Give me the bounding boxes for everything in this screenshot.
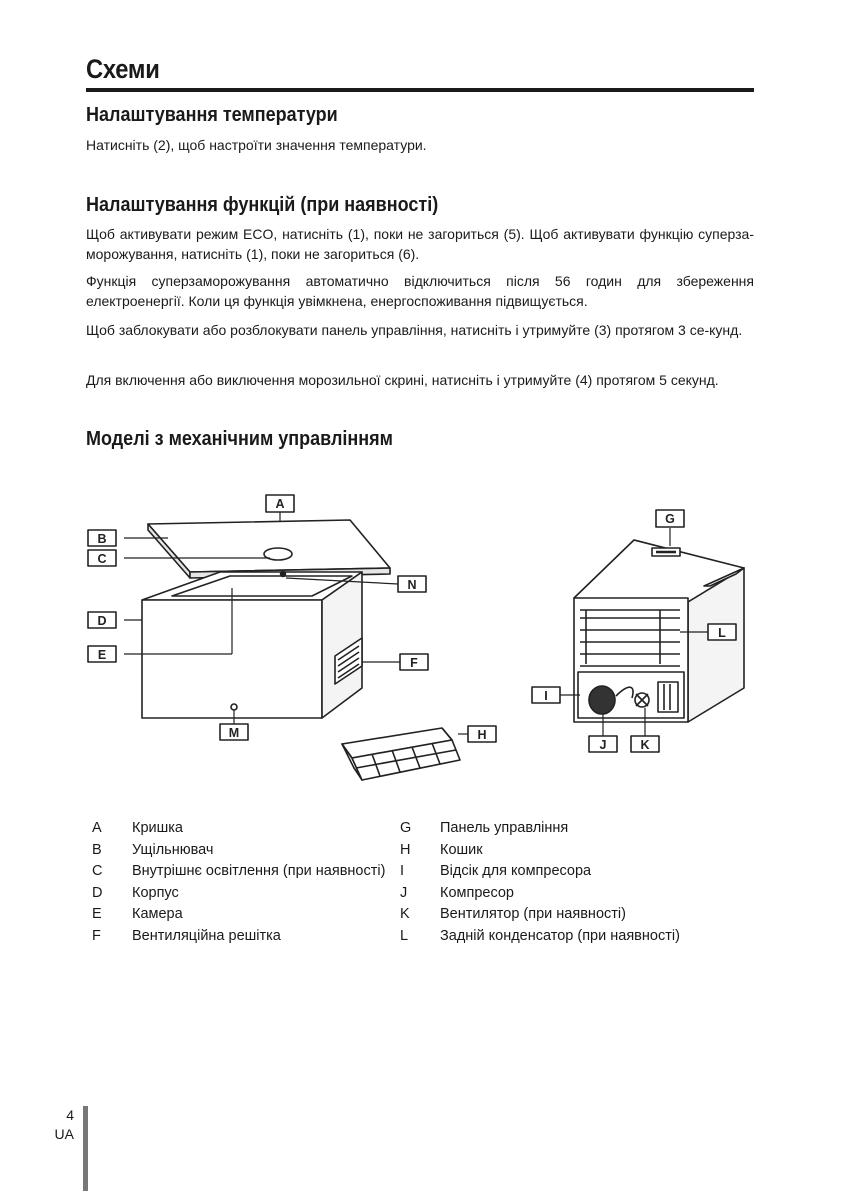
paragraph-eco: Щоб активувати режим ECO, натисніть (1), поки не загориться (5). Щоб активувати функцію суперза-морожування, натисніть (1), поки не загориться (6). [86, 226, 754, 262]
label-i [532, 687, 560, 703]
svg-text:I: I [544, 689, 548, 703]
legend-item: A Кришка [92, 820, 183, 836]
svg-text:H: H [477, 728, 487, 742]
title-rule [86, 88, 754, 92]
legend-right [400, 818, 680, 947]
label-k [631, 736, 659, 752]
legend-left [92, 818, 385, 947]
paragraph-superfreeze: Функція суперзаморожування автоматично відключиться після 56 годин для збереження електроенергії. Коли ця функція увімкнена, енергоспоживання підвищується. [86, 273, 754, 309]
legend-item: K Вентилятор (при наявності) [400, 906, 626, 922]
label-h [468, 726, 496, 742]
label-e [88, 646, 116, 662]
label-n [398, 576, 426, 592]
svg-text:C: C [97, 552, 107, 566]
svg-text:N: N [407, 578, 417, 592]
svg-text:K: K [640, 738, 650, 752]
label-d [88, 612, 116, 628]
paragraph-onoff: Для включення або виключення морозильної скрині, натисніть і утримуйте (4) протягом 5 секунд. [86, 372, 719, 388]
svg-text:D: D [97, 614, 107, 628]
label-l [708, 624, 736, 640]
label-g [656, 510, 684, 527]
legend-item: L Задній конденсатор (при наявності) [400, 927, 680, 944]
heading-functions: Налаштування функцій (при наявності) [86, 194, 439, 216]
heading-mechanical: Моделі з механічним управлінням [86, 428, 393, 450]
legend-item: G Панель управління [400, 820, 569, 836]
page-number: 4 UA [54, 1107, 74, 1142]
legend-item: H Кошик [400, 841, 483, 858]
legend-item: I Відсік для компресора [400, 863, 592, 879]
svg-text:F: F [410, 656, 418, 670]
svg-text:J: J [599, 738, 607, 752]
label-m [220, 724, 248, 740]
label-b [88, 530, 116, 546]
text-temperature: Натисніть (2), щоб настроїти значення температури. [86, 137, 427, 153]
label-f [400, 654, 428, 670]
label-a [266, 495, 294, 512]
page-title: Схеми [86, 54, 160, 84]
svg-text:L: L [718, 626, 726, 640]
legend-item: E Камера [92, 906, 183, 922]
svg-text:B: B [97, 532, 107, 546]
heading-temperature: Налаштування температури [86, 104, 338, 126]
legend-item: J Компресор [400, 884, 515, 901]
svg-text:M: M [228, 726, 240, 740]
basket-drawing [342, 728, 460, 780]
chest-freezer-drawing [142, 520, 390, 718]
label-j [589, 736, 617, 752]
svg-text:G: G [665, 512, 675, 526]
freezer-diagram [80, 488, 770, 793]
svg-text:A: A [275, 497, 285, 511]
legend-item: F Вентиляційна решітка [92, 927, 281, 944]
svg-text:E: E [97, 648, 107, 662]
legend-item: B Ущільнювач [92, 841, 214, 858]
page-side-bar [83, 1106, 88, 1191]
legend-item: C Внутрішнє освітлення (при наявності) [92, 863, 386, 879]
label-c [88, 550, 116, 566]
paragraph-lock: Щоб заблокувати або розблокувати панель управління, натисніть і утримуйте (3) протягом 3 се-кунд. [86, 322, 743, 338]
legend-item: D Корпус [92, 884, 179, 901]
